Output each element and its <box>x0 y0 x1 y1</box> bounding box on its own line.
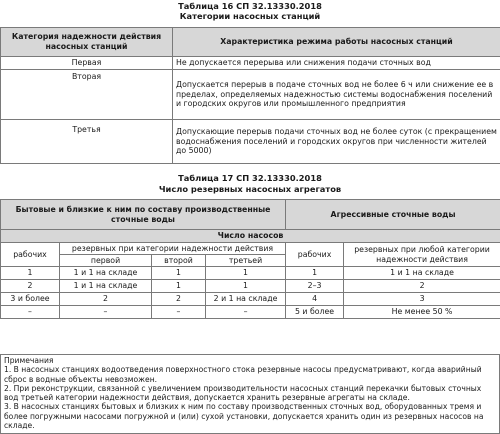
table17-cell: – <box>1 306 60 319</box>
table17-cell: 1 <box>152 280 206 293</box>
table-row <box>1 57 500 70</box>
table16-text-cell: Допускающие перерыв подачи сточных вод не более суток (с прекращением водоснабжения поселений и городских округов при численности жителей до 5000) <box>173 120 500 164</box>
notes-block <box>0 354 500 434</box>
table17-header-working: рабочих <box>1 243 60 267</box>
table17-caption-title: Число резервных насосных агрегатов <box>158 184 342 194</box>
table17-cell: – <box>206 306 286 319</box>
table17-header-domestic: Бытовые и близкие к ним по составу производственные сточные воды <box>1 200 286 230</box>
table16-caption-title: Категории насосных станций <box>179 11 321 21</box>
table17-header-working-aggressive: рабочих <box>286 243 344 267</box>
table17-cell: 2 и 1 на складе <box>206 293 286 306</box>
note-item: 2. При реконструкции, связанной с увеличением производительности насосных станций перекачки бытовых сточных вод третьей категории надежности действия, допускается хранить резервные агрегаты на складе. <box>4 383 482 403</box>
table17-header-reserve-by-category: резервных при категории надежности действия <box>60 243 286 255</box>
table17-header-row <box>1 230 500 243</box>
table17-cell: 2 <box>60 293 152 306</box>
note-item: 3. В насосных станциях бытовых и близких к ним по составу производственных сточных вод, оборудованных тремя и более погружными насосами погружной и (или) сухой установки, допускается хранить один из резервных насосов на складе. <box>4 402 484 431</box>
table17-cell: 3 <box>344 293 500 306</box>
table-row <box>1 267 500 280</box>
table17-header-third: третьей <box>206 255 286 267</box>
table17-header-row <box>1 243 500 255</box>
table17-header-second: второй <box>152 255 206 267</box>
table17-cell: 2 <box>344 280 500 293</box>
table17-cell: 1 <box>1 267 60 280</box>
table17-cell: 3 и более <box>1 293 60 306</box>
notes-title: Примечания <box>4 356 54 365</box>
table16-category-cell: Первая <box>1 57 173 70</box>
table17-header-reserve-any: резервных при любой категории надежности действия <box>344 243 500 267</box>
table17-cell: 2 <box>1 280 60 293</box>
table-row <box>1 293 500 306</box>
table16-text-cell: Допускается перерыв в подаче сточных вод не более 6 ч или снижение ее в пределах, определяемых надежностью системы водоснабжения поселений и городских округов или промышленного предприятия <box>173 70 500 120</box>
table-row <box>1 280 500 293</box>
table17-cell: 1 и 1 на складе <box>60 280 152 293</box>
table17-cell: 2 <box>152 293 206 306</box>
table17-cell: 4 <box>286 293 344 306</box>
table17-header-pump-count: Число насосов <box>1 230 500 243</box>
table16-caption-number: Таблица 16 СП 32.13330.2018 <box>178 1 322 11</box>
table17-cell: 1 <box>206 267 286 280</box>
table17-cell: 1 и 1 на складе <box>60 267 152 280</box>
table-row <box>1 120 500 164</box>
table17-cell: 1 <box>152 267 206 280</box>
table-row <box>1 306 500 319</box>
table16-category-cell: Третья <box>1 120 173 164</box>
table17-header-aggressive: Агрессивные сточные воды <box>286 200 500 230</box>
table16-header-characteristic: Характеристика режима работы насосных станций <box>173 28 500 57</box>
table17-cell: Не менее 50 % <box>344 306 500 319</box>
table17-cell: – <box>152 306 206 319</box>
table16-header-row <box>1 28 500 57</box>
table16-text-cell: Не допускается перерыва или снижения подачи сточных вод <box>173 57 500 70</box>
table17 <box>0 199 500 319</box>
table17-caption-number: Таблица 17 СП 32.13330.2018 <box>178 173 322 183</box>
table17-cell: 5 и более <box>286 306 344 319</box>
table17-header-first: первой <box>60 255 152 267</box>
table17-cell: 1 <box>206 280 286 293</box>
table17-header-row <box>1 200 500 230</box>
table16-header-category: Категория надежности действия насосных станций <box>1 28 173 57</box>
note-item: 1. В насосных станциях водоотведения поверхностного стока резервные насосы предусматривают, когда аварийный сброс в водные объекты невозможен. <box>4 365 482 384</box>
table16 <box>0 27 500 164</box>
table-row <box>1 70 500 120</box>
table17-cell: 1 <box>286 267 344 280</box>
table17-cell: – <box>60 306 152 319</box>
table16-category-cell: Вторая <box>1 70 173 120</box>
table17-cell: 1 и 1 на складе <box>344 267 500 280</box>
table17-cell: 2–3 <box>286 280 344 293</box>
